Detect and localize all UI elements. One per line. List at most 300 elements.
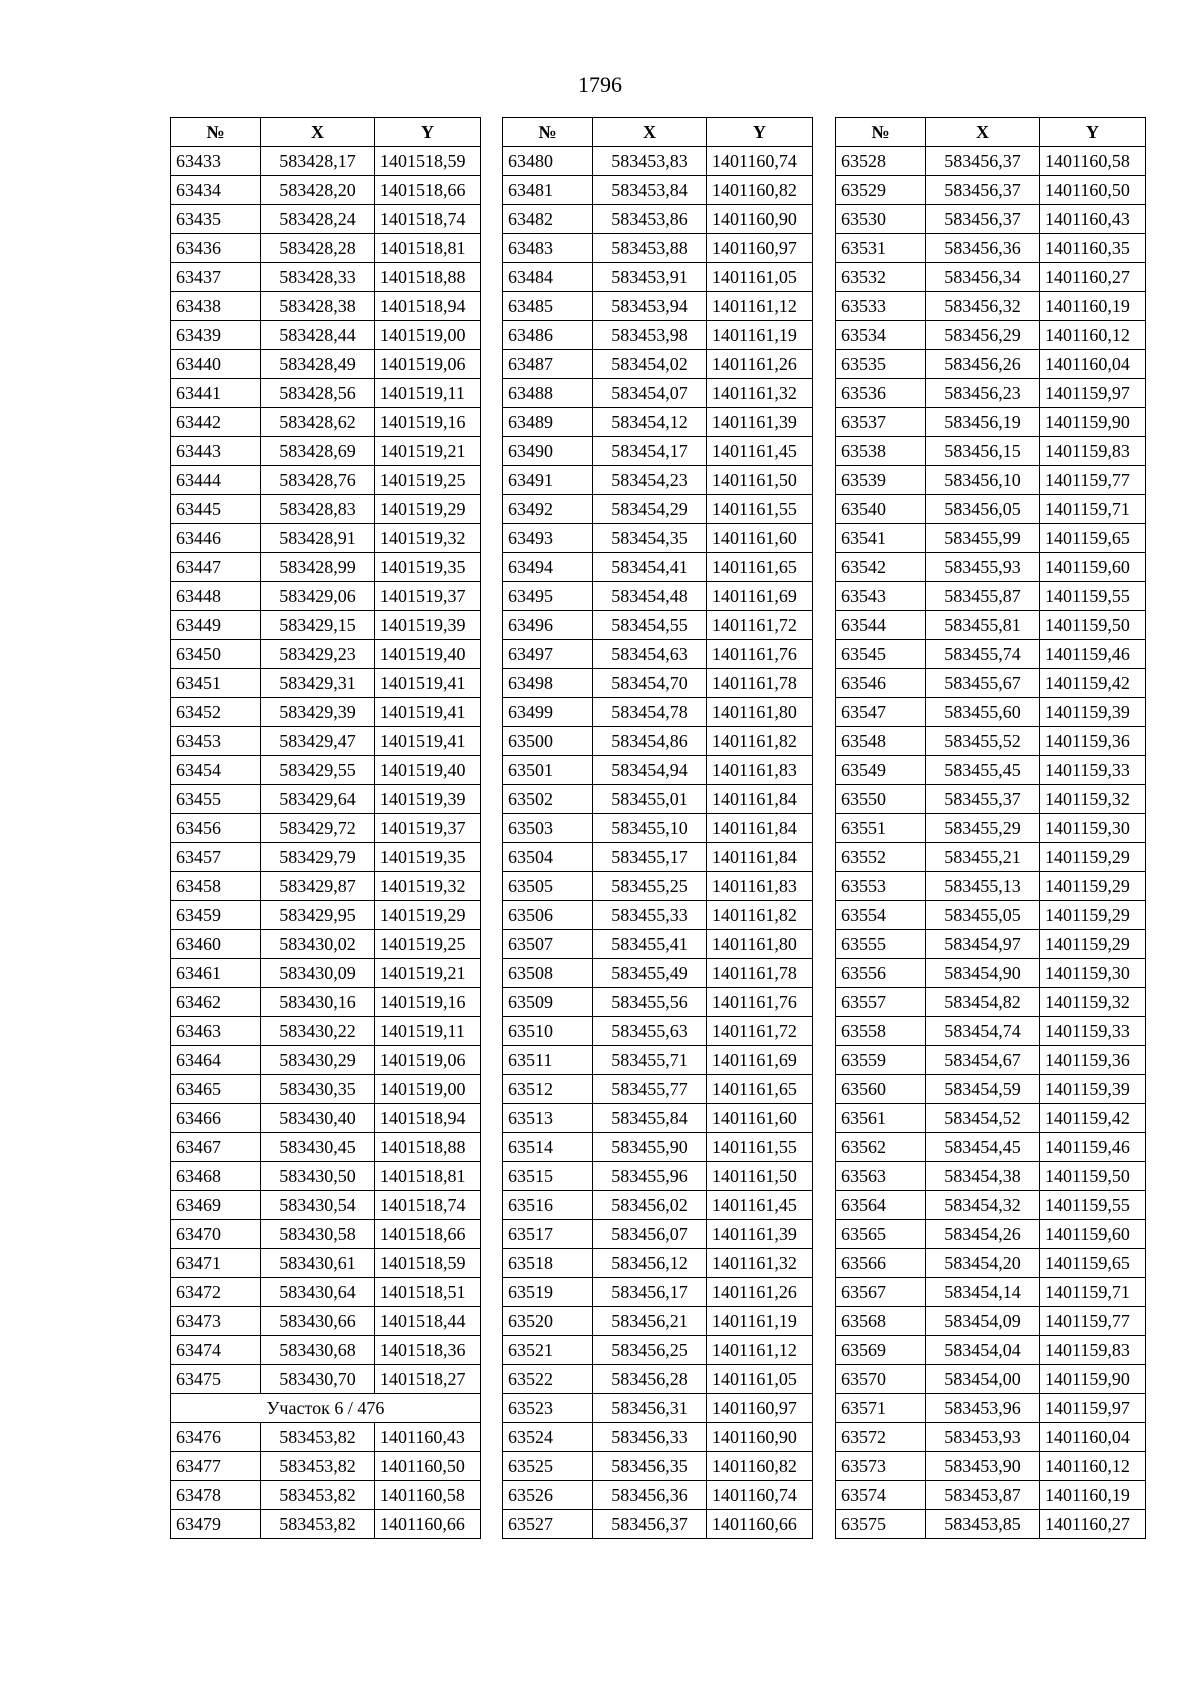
point-number-cell: 63460 [171, 930, 261, 959]
y-coordinate-cell: 1401161,26 [707, 350, 813, 379]
y-coordinate-cell: 1401518,74 [375, 205, 481, 234]
y-coordinate-cell: 1401519,29 [375, 901, 481, 930]
table-row [503, 1336, 813, 1365]
y-coordinate-cell: 1401160,04 [1040, 350, 1146, 379]
table-row [836, 495, 1146, 524]
y-coordinate-cell: 1401159,71 [1040, 495, 1146, 524]
y-coordinate-cell: 1401161,55 [707, 495, 813, 524]
x-coordinate-cell: 583453,98 [593, 321, 707, 350]
table-row [171, 872, 481, 901]
y-coordinate-cell: 1401160,12 [1040, 1452, 1146, 1481]
x-coordinate-cell: 583456,07 [593, 1220, 707, 1249]
table-row [503, 640, 813, 669]
y-coordinate-cell: 1401159,46 [1040, 640, 1146, 669]
x-coordinate-cell: 583456,37 [593, 1510, 707, 1539]
x-coordinate-cell: 583454,09 [926, 1307, 1040, 1336]
x-coordinate-cell: 583455,01 [593, 785, 707, 814]
x-coordinate-cell: 583455,33 [593, 901, 707, 930]
point-number-cell: 63491 [503, 466, 593, 495]
x-coordinate-cell: 583456,19 [926, 408, 1040, 437]
point-number-cell: 63508 [503, 959, 593, 988]
point-number-cell: 63476 [171, 1423, 261, 1452]
y-coordinate-cell: 1401159,55 [1040, 582, 1146, 611]
y-coordinate-cell: 1401161,65 [707, 1075, 813, 1104]
x-coordinate-cell: 583428,38 [261, 292, 375, 321]
y-coordinate-cell: 1401161,84 [707, 843, 813, 872]
x-coordinate-cell: 583453,88 [593, 234, 707, 263]
x-coordinate-cell: 583428,24 [261, 205, 375, 234]
y-coordinate-cell: 1401160,82 [707, 1452, 813, 1481]
point-number-cell: 63490 [503, 437, 593, 466]
table-row [503, 843, 813, 872]
point-number-cell: 63545 [836, 640, 926, 669]
table-row [503, 1452, 813, 1481]
x-coordinate-cell: 583454,90 [926, 959, 1040, 988]
table-row [171, 698, 481, 727]
point-number-cell: 63567 [836, 1278, 926, 1307]
table-row [171, 640, 481, 669]
y-coordinate-cell: 1401160,90 [707, 205, 813, 234]
table-row [836, 1481, 1146, 1510]
x-coordinate-cell: 583455,37 [926, 785, 1040, 814]
table-row [836, 1133, 1146, 1162]
table-row [503, 350, 813, 379]
y-coordinate-cell: 1401161,19 [707, 321, 813, 350]
x-coordinate-cell: 583453,94 [593, 292, 707, 321]
y-coordinate-cell: 1401161,80 [707, 698, 813, 727]
x-coordinate-cell: 583456,17 [593, 1278, 707, 1307]
point-number-cell: 63557 [836, 988, 926, 1017]
x-coordinate-cell: 583428,76 [261, 466, 375, 495]
table-row [836, 205, 1146, 234]
x-coordinate-cell: 583455,45 [926, 756, 1040, 785]
column-header-y: Y [1040, 118, 1146, 147]
y-coordinate-cell: 1401519,16 [375, 408, 481, 437]
x-coordinate-cell: 583456,25 [593, 1336, 707, 1365]
y-coordinate-cell: 1401161,50 [707, 466, 813, 495]
table-row [836, 843, 1146, 872]
y-coordinate-cell: 1401160,27 [1040, 263, 1146, 292]
point-number-cell: 63554 [836, 901, 926, 930]
table-row [171, 1307, 481, 1336]
table-row [836, 611, 1146, 640]
y-coordinate-cell: 1401159,83 [1040, 1336, 1146, 1365]
table-header-row [836, 118, 1146, 147]
table-row [503, 1249, 813, 1278]
y-coordinate-cell: 1401161,55 [707, 1133, 813, 1162]
point-number-cell: 63458 [171, 872, 261, 901]
y-coordinate-cell: 1401160,27 [1040, 1510, 1146, 1539]
y-coordinate-cell: 1401160,19 [1040, 292, 1146, 321]
table-row [836, 582, 1146, 611]
point-number-cell: 63520 [503, 1307, 593, 1336]
point-number-cell: 63558 [836, 1017, 926, 1046]
point-number-cell: 63521 [503, 1336, 593, 1365]
table-row [836, 988, 1146, 1017]
point-number-cell: 63523 [503, 1394, 593, 1423]
table-row [836, 727, 1146, 756]
point-number-cell: 63455 [171, 785, 261, 814]
point-number-cell: 63435 [171, 205, 261, 234]
y-coordinate-cell: 1401160,35 [1040, 234, 1146, 263]
point-number-cell: 63518 [503, 1249, 593, 1278]
y-coordinate-cell: 1401519,16 [375, 988, 481, 1017]
point-number-cell: 63464 [171, 1046, 261, 1075]
y-coordinate-cell: 1401161,82 [707, 901, 813, 930]
table-row [503, 611, 813, 640]
x-coordinate-cell: 583453,83 [593, 147, 707, 176]
x-coordinate-cell: 583453,82 [261, 1481, 375, 1510]
x-coordinate-cell: 583453,84 [593, 176, 707, 205]
table-row [836, 1510, 1146, 1539]
y-coordinate-cell: 1401161,72 [707, 1017, 813, 1046]
point-number-cell: 63472 [171, 1278, 261, 1307]
x-coordinate-cell: 583455,21 [926, 843, 1040, 872]
y-coordinate-cell: 1401160,50 [1040, 176, 1146, 205]
table-row [503, 669, 813, 698]
point-number-cell: 63433 [171, 147, 261, 176]
x-coordinate-cell: 583456,36 [926, 234, 1040, 263]
y-coordinate-cell: 1401159,33 [1040, 1017, 1146, 1046]
point-number-cell: 63512 [503, 1075, 593, 1104]
table-row [836, 930, 1146, 959]
section-row [171, 1394, 481, 1423]
x-coordinate-cell: 583454,12 [593, 408, 707, 437]
y-coordinate-cell: 1401159,42 [1040, 1104, 1146, 1133]
table-row [503, 1220, 813, 1249]
x-coordinate-cell: 583455,41 [593, 930, 707, 959]
x-coordinate-cell: 583455,52 [926, 727, 1040, 756]
table-row [836, 814, 1146, 843]
y-coordinate-cell: 1401519,29 [375, 495, 481, 524]
x-coordinate-cell: 583454,04 [926, 1336, 1040, 1365]
point-number-cell: 63450 [171, 640, 261, 669]
table-row [836, 1220, 1146, 1249]
y-coordinate-cell: 1401159,30 [1040, 959, 1146, 988]
table-row [836, 901, 1146, 930]
table-row [503, 1278, 813, 1307]
table-row [836, 263, 1146, 292]
table-row [171, 1510, 481, 1539]
table-row [503, 1075, 813, 1104]
y-coordinate-cell: 1401519,32 [375, 872, 481, 901]
x-coordinate-cell: 583454,02 [593, 350, 707, 379]
point-number-cell: 63495 [503, 582, 593, 611]
y-coordinate-cell: 1401160,50 [375, 1452, 481, 1481]
point-number-cell: 63541 [836, 524, 926, 553]
y-coordinate-cell: 1401518,44 [375, 1307, 481, 1336]
table-row [836, 959, 1146, 988]
point-number-cell: 63477 [171, 1452, 261, 1481]
x-coordinate-cell: 583429,15 [261, 611, 375, 640]
table-header-row [503, 118, 813, 147]
table-row [836, 176, 1146, 205]
x-coordinate-cell: 583455,90 [593, 1133, 707, 1162]
table-row [836, 1307, 1146, 1336]
point-number-cell: 63568 [836, 1307, 926, 1336]
point-number-cell: 63570 [836, 1365, 926, 1394]
x-coordinate-cell: 583454,52 [926, 1104, 1040, 1133]
table-row [503, 524, 813, 553]
table-row [171, 1220, 481, 1249]
point-number-cell: 63506 [503, 901, 593, 930]
x-coordinate-cell: 583456,05 [926, 495, 1040, 524]
x-coordinate-cell: 583455,99 [926, 524, 1040, 553]
table-row [503, 814, 813, 843]
y-coordinate-cell: 1401159,29 [1040, 901, 1146, 930]
point-number-cell: 63565 [836, 1220, 926, 1249]
table-row [836, 756, 1146, 785]
table-row [503, 582, 813, 611]
table-row [503, 988, 813, 1017]
x-coordinate-cell: 583456,35 [593, 1452, 707, 1481]
table-row [171, 1017, 481, 1046]
table-row [503, 176, 813, 205]
point-number-cell: 63538 [836, 437, 926, 466]
x-coordinate-cell: 583455,10 [593, 814, 707, 843]
point-number-cell: 63536 [836, 379, 926, 408]
table-row [171, 959, 481, 988]
page-number: 1796 [578, 72, 622, 97]
table-row [836, 1394, 1146, 1423]
table-row [171, 1278, 481, 1307]
column-header-number: № [836, 118, 926, 147]
x-coordinate-cell: 583430,22 [261, 1017, 375, 1046]
x-coordinate-cell: 583454,59 [926, 1075, 1040, 1104]
y-coordinate-cell: 1401159,50 [1040, 1162, 1146, 1191]
point-number-cell: 63534 [836, 321, 926, 350]
table-row [503, 1394, 813, 1423]
x-coordinate-cell: 583453,86 [593, 205, 707, 234]
point-number-cell: 63572 [836, 1423, 926, 1452]
table-row [836, 147, 1146, 176]
y-coordinate-cell: 1401161,82 [707, 727, 813, 756]
y-coordinate-cell: 1401159,65 [1040, 1249, 1146, 1278]
point-number-cell: 63468 [171, 1162, 261, 1191]
point-number-cell: 63547 [836, 698, 926, 727]
point-number-cell: 63443 [171, 437, 261, 466]
table-row [503, 205, 813, 234]
x-coordinate-cell: 583428,17 [261, 147, 375, 176]
table-row [503, 901, 813, 930]
x-coordinate-cell: 583430,35 [261, 1075, 375, 1104]
y-coordinate-cell: 1401519,06 [375, 350, 481, 379]
y-coordinate-cell: 1401159,90 [1040, 1365, 1146, 1394]
x-coordinate-cell: 583429,95 [261, 901, 375, 930]
x-coordinate-cell: 583455,67 [926, 669, 1040, 698]
point-number-cell: 63566 [836, 1249, 926, 1278]
table-row [836, 1452, 1146, 1481]
column-header-number: № [171, 118, 261, 147]
point-number-cell: 63531 [836, 234, 926, 263]
x-coordinate-cell: 583454,35 [593, 524, 707, 553]
table-row [171, 1104, 481, 1133]
x-coordinate-cell: 583428,20 [261, 176, 375, 205]
table-row [171, 1162, 481, 1191]
x-coordinate-cell: 583428,62 [261, 408, 375, 437]
point-number-cell: 63483 [503, 234, 593, 263]
x-coordinate-cell: 583454,17 [593, 437, 707, 466]
point-number-cell: 63494 [503, 553, 593, 582]
table-row [171, 234, 481, 263]
x-coordinate-cell: 583428,99 [261, 553, 375, 582]
y-coordinate-cell: 1401161,05 [707, 263, 813, 292]
table-row [836, 1104, 1146, 1133]
point-number-cell: 63559 [836, 1046, 926, 1075]
y-coordinate-cell: 1401159,65 [1040, 524, 1146, 553]
table-row [171, 1133, 481, 1162]
point-number-cell: 63444 [171, 466, 261, 495]
point-number-cell: 63542 [836, 553, 926, 582]
table-row [503, 147, 813, 176]
table-row [836, 1017, 1146, 1046]
y-coordinate-cell: 1401518,94 [375, 292, 481, 321]
x-coordinate-cell: 583453,82 [261, 1423, 375, 1452]
point-number-cell: 63434 [171, 176, 261, 205]
point-number-cell: 63540 [836, 495, 926, 524]
point-number-cell: 63519 [503, 1278, 593, 1307]
point-number-cell: 63507 [503, 930, 593, 959]
point-number-cell: 63533 [836, 292, 926, 321]
point-number-cell: 63573 [836, 1452, 926, 1481]
x-coordinate-cell: 583455,71 [593, 1046, 707, 1075]
point-number-cell: 63526 [503, 1481, 593, 1510]
point-number-cell: 63469 [171, 1191, 261, 1220]
point-number-cell: 63563 [836, 1162, 926, 1191]
y-coordinate-cell: 1401159,36 [1040, 1046, 1146, 1075]
x-coordinate-cell: 583429,87 [261, 872, 375, 901]
y-coordinate-cell: 1401159,60 [1040, 1220, 1146, 1249]
x-coordinate-cell: 583454,32 [926, 1191, 1040, 1220]
table-row [503, 872, 813, 901]
point-number-cell: 63437 [171, 263, 261, 292]
x-coordinate-cell: 583430,09 [261, 959, 375, 988]
table-row [171, 1481, 481, 1510]
table-row [503, 698, 813, 727]
x-coordinate-cell: 583454,29 [593, 495, 707, 524]
point-number-cell: 63529 [836, 176, 926, 205]
x-coordinate-cell: 583430,02 [261, 930, 375, 959]
y-coordinate-cell: 1401161,69 [707, 1046, 813, 1075]
point-number-cell: 63556 [836, 959, 926, 988]
y-coordinate-cell: 1401519,00 [375, 321, 481, 350]
y-coordinate-cell: 1401160,19 [1040, 1481, 1146, 1510]
table-row [836, 553, 1146, 582]
point-number-cell: 63574 [836, 1481, 926, 1510]
x-coordinate-cell: 583453,87 [926, 1481, 1040, 1510]
point-number-cell: 63515 [503, 1162, 593, 1191]
point-number-cell: 63500 [503, 727, 593, 756]
x-coordinate-cell: 583454,14 [926, 1278, 1040, 1307]
point-number-cell: 63478 [171, 1481, 261, 1510]
x-coordinate-cell: 583455,25 [593, 872, 707, 901]
y-coordinate-cell: 1401161,39 [707, 408, 813, 437]
y-coordinate-cell: 1401159,77 [1040, 1307, 1146, 1336]
x-coordinate-cell: 583455,77 [593, 1075, 707, 1104]
x-coordinate-cell: 583455,29 [926, 814, 1040, 843]
x-coordinate-cell: 583430,61 [261, 1249, 375, 1278]
point-number-cell: 63509 [503, 988, 593, 1017]
y-coordinate-cell: 1401161,78 [707, 669, 813, 698]
table-row [171, 495, 481, 524]
x-coordinate-cell: 583455,05 [926, 901, 1040, 930]
point-number-cell: 63522 [503, 1365, 593, 1394]
table-row [503, 959, 813, 988]
y-coordinate-cell: 1401159,90 [1040, 408, 1146, 437]
x-coordinate-cell: 583454,94 [593, 756, 707, 785]
x-coordinate-cell: 583456,10 [926, 466, 1040, 495]
x-coordinate-cell: 583455,60 [926, 698, 1040, 727]
x-coordinate-cell: 583456,26 [926, 350, 1040, 379]
y-coordinate-cell: 1401160,58 [375, 1481, 481, 1510]
point-number-cell: 63498 [503, 669, 593, 698]
y-coordinate-cell: 1401161,12 [707, 292, 813, 321]
point-number-cell: 63553 [836, 872, 926, 901]
point-number-cell: 63473 [171, 1307, 261, 1336]
table-row [503, 1162, 813, 1191]
x-coordinate-cell: 583428,69 [261, 437, 375, 466]
x-coordinate-cell: 583456,37 [926, 147, 1040, 176]
point-number-cell: 63550 [836, 785, 926, 814]
table-row [503, 234, 813, 263]
point-number-cell: 63503 [503, 814, 593, 843]
y-coordinate-cell: 1401518,81 [375, 1162, 481, 1191]
table-row [171, 1046, 481, 1075]
point-number-cell: 63549 [836, 756, 926, 785]
y-coordinate-cell: 1401161,76 [707, 640, 813, 669]
y-coordinate-cell: 1401519,39 [375, 785, 481, 814]
y-coordinate-cell: 1401159,36 [1040, 727, 1146, 756]
table-row [503, 495, 813, 524]
x-coordinate-cell: 583456,21 [593, 1307, 707, 1336]
x-coordinate-cell: 583428,49 [261, 350, 375, 379]
x-coordinate-cell: 583455,63 [593, 1017, 707, 1046]
point-number-cell: 63457 [171, 843, 261, 872]
table-row [836, 1336, 1146, 1365]
y-coordinate-cell: 1401161,12 [707, 1336, 813, 1365]
table-row [503, 1133, 813, 1162]
y-coordinate-cell: 1401518,51 [375, 1278, 481, 1307]
y-coordinate-cell: 1401160,74 [707, 147, 813, 176]
x-coordinate-cell: 583454,74 [926, 1017, 1040, 1046]
y-coordinate-cell: 1401159,71 [1040, 1278, 1146, 1307]
point-number-cell: 63452 [171, 698, 261, 727]
point-number-cell: 63484 [503, 263, 593, 292]
x-coordinate-cell: 583429,79 [261, 843, 375, 872]
y-coordinate-cell: 1401160,74 [707, 1481, 813, 1510]
x-coordinate-cell: 583456,02 [593, 1191, 707, 1220]
section-label: Участок 6 / 476 [171, 1394, 481, 1423]
table-row [503, 930, 813, 959]
x-coordinate-cell: 583453,85 [926, 1510, 1040, 1539]
point-number-cell: 63445 [171, 495, 261, 524]
point-number-cell: 63493 [503, 524, 593, 553]
y-coordinate-cell: 1401161,83 [707, 756, 813, 785]
x-coordinate-cell: 583429,72 [261, 814, 375, 843]
y-coordinate-cell: 1401159,50 [1040, 611, 1146, 640]
point-number-cell: 63513 [503, 1104, 593, 1133]
point-number-cell: 63571 [836, 1394, 926, 1423]
point-number-cell: 63447 [171, 553, 261, 582]
y-coordinate-cell: 1401518,36 [375, 1336, 481, 1365]
y-coordinate-cell: 1401159,60 [1040, 553, 1146, 582]
y-coordinate-cell: 1401160,97 [707, 234, 813, 263]
x-coordinate-cell: 583456,36 [593, 1481, 707, 1510]
point-number-cell: 63461 [171, 959, 261, 988]
x-coordinate-cell: 583454,23 [593, 466, 707, 495]
y-coordinate-cell: 1401518,27 [375, 1365, 481, 1394]
point-number-cell: 63552 [836, 843, 926, 872]
